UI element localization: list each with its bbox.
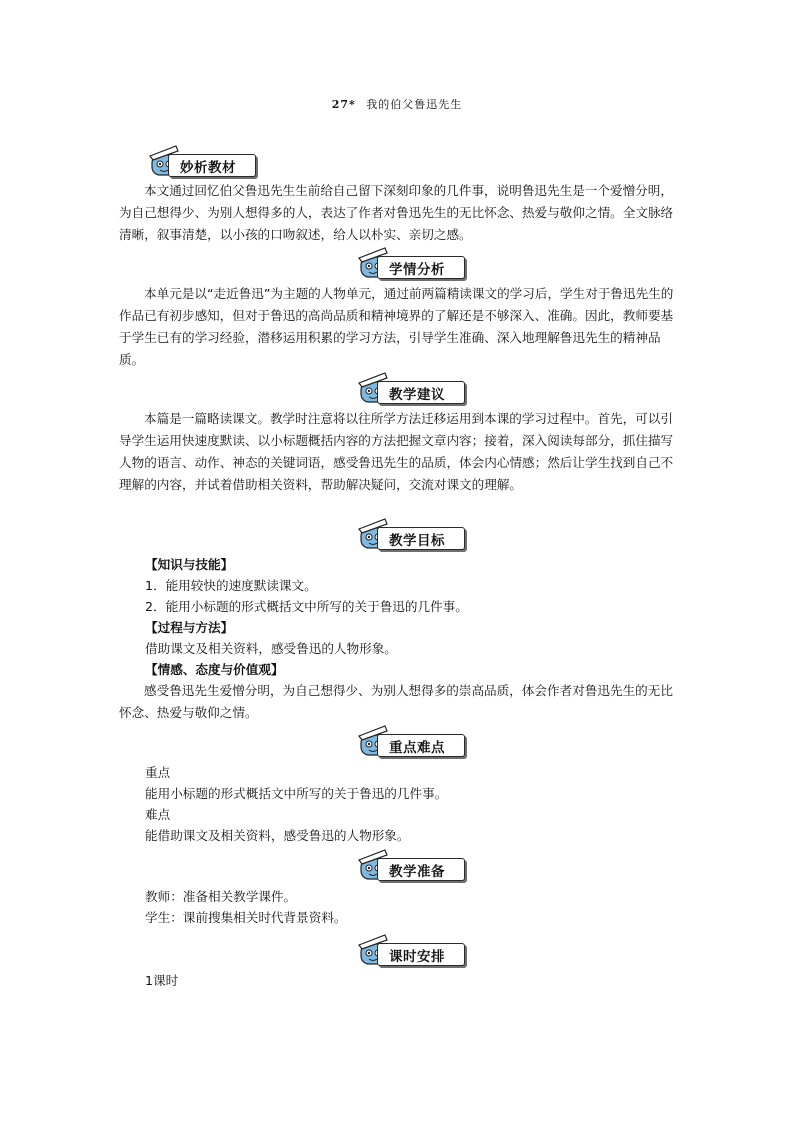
- process-heading: 【过程与方法】: [145, 620, 234, 635]
- emotion-heading: 【情感、态度与价值观】: [145, 662, 284, 677]
- lesson-number: 27*: [331, 98, 356, 111]
- textbook-paragraph: 本文通过回忆伯父鲁迅先生生前给自己留下深刻印象的几件事，说明鲁迅先生是一个爱憎分明，为自己想得少、为别人想得多的人，表达了作者对鲁迅先生的无比怀念、热爱与敬仰之情。全文脉络清晰，叙事清楚，以小孩的口吻叙述，给人以朴实、亲切之感。: [119, 183, 674, 242]
- emotion-paragraph: 感受鲁迅先生爱憎分明，为自己想得少、为别人想得多的崇高品质，体会作者对鲁迅先生的无比怀念、热爱与敬仰之情。: [119, 683, 673, 720]
- section-header-goals: [355, 520, 467, 554]
- section-label: 教学目标: [389, 533, 445, 549]
- students-paragraph: 本单元是以“走近鲁迅”为主题的人物单元，通过前两篇精读课文的学习后，学生对于鲁迅先生的作品已有初步感知，但对于鲁迅的高尚品质和精神境界的了解还是不够深入、准确。因此，教师要基于学生已有的学习经验，潜移运用积累的学习方法，引导学生准确、深入地理解鲁迅先生的精神品质。: [119, 286, 674, 367]
- section-header-textbook: [146, 147, 258, 181]
- process-item: 借助课文及相关资料，感受鲁迅的人物形象。: [145, 641, 397, 656]
- page-title: [0, 96, 794, 112]
- advice-paragraph: 本篇是一篇略读课文。教学时注意将以往所学方法迁移运用到本课的学习过程中。首先，可以引导学生运用快速度默读、以小标题概括内容的方法把握文章内容；接着，深入阅读每部分，抓住描写人物的语言、动作、神态的关键词语，感受鲁迅先生的品质，体会内心情感；然后让学生找到自己不理解的内容，并试着借助相关资料，帮助解决疑问，交流对课文的理解。: [119, 411, 674, 492]
- prep-student: 学生：课前搜集相关时代背景资料。: [145, 910, 347, 925]
- section-label: 重点难点: [389, 740, 445, 756]
- knowledge-item: 1．能用较快的速度默读课文。: [145, 578, 317, 593]
- section-label: 教学建议: [389, 387, 445, 403]
- section-label: 教学准备: [389, 864, 445, 880]
- section-header-advice: [355, 374, 467, 408]
- section-label: 课时安排: [389, 949, 445, 965]
- key-label: 重点: [145, 765, 171, 780]
- prep-teacher: 教师：准备相关教学课件。: [145, 889, 297, 904]
- section-label: 妙析教材: [180, 160, 236, 176]
- section-header-prep: [355, 851, 467, 885]
- difficult-label: 难点: [145, 807, 171, 822]
- section-header-schedule: [355, 936, 467, 970]
- lesson-title: 我的伯父鲁迅先生: [366, 98, 463, 111]
- section-label: 学情分析: [389, 262, 445, 278]
- key-text: 能用小标题的形式概括文中所写的关于鲁迅的几件事。: [145, 786, 448, 801]
- section-header-keypoints: [355, 727, 467, 761]
- section-header-students: [355, 249, 467, 283]
- knowledge-heading: 【知识与技能】: [145, 557, 234, 572]
- knowledge-item: 2．能用小标题的形式概括文中所写的关于鲁迅的几件事。: [145, 599, 468, 614]
- difficult-text: 能借助课文及相关资料，感受鲁迅的人物形象。: [145, 828, 410, 843]
- schedule-text: 1课时: [145, 973, 179, 988]
